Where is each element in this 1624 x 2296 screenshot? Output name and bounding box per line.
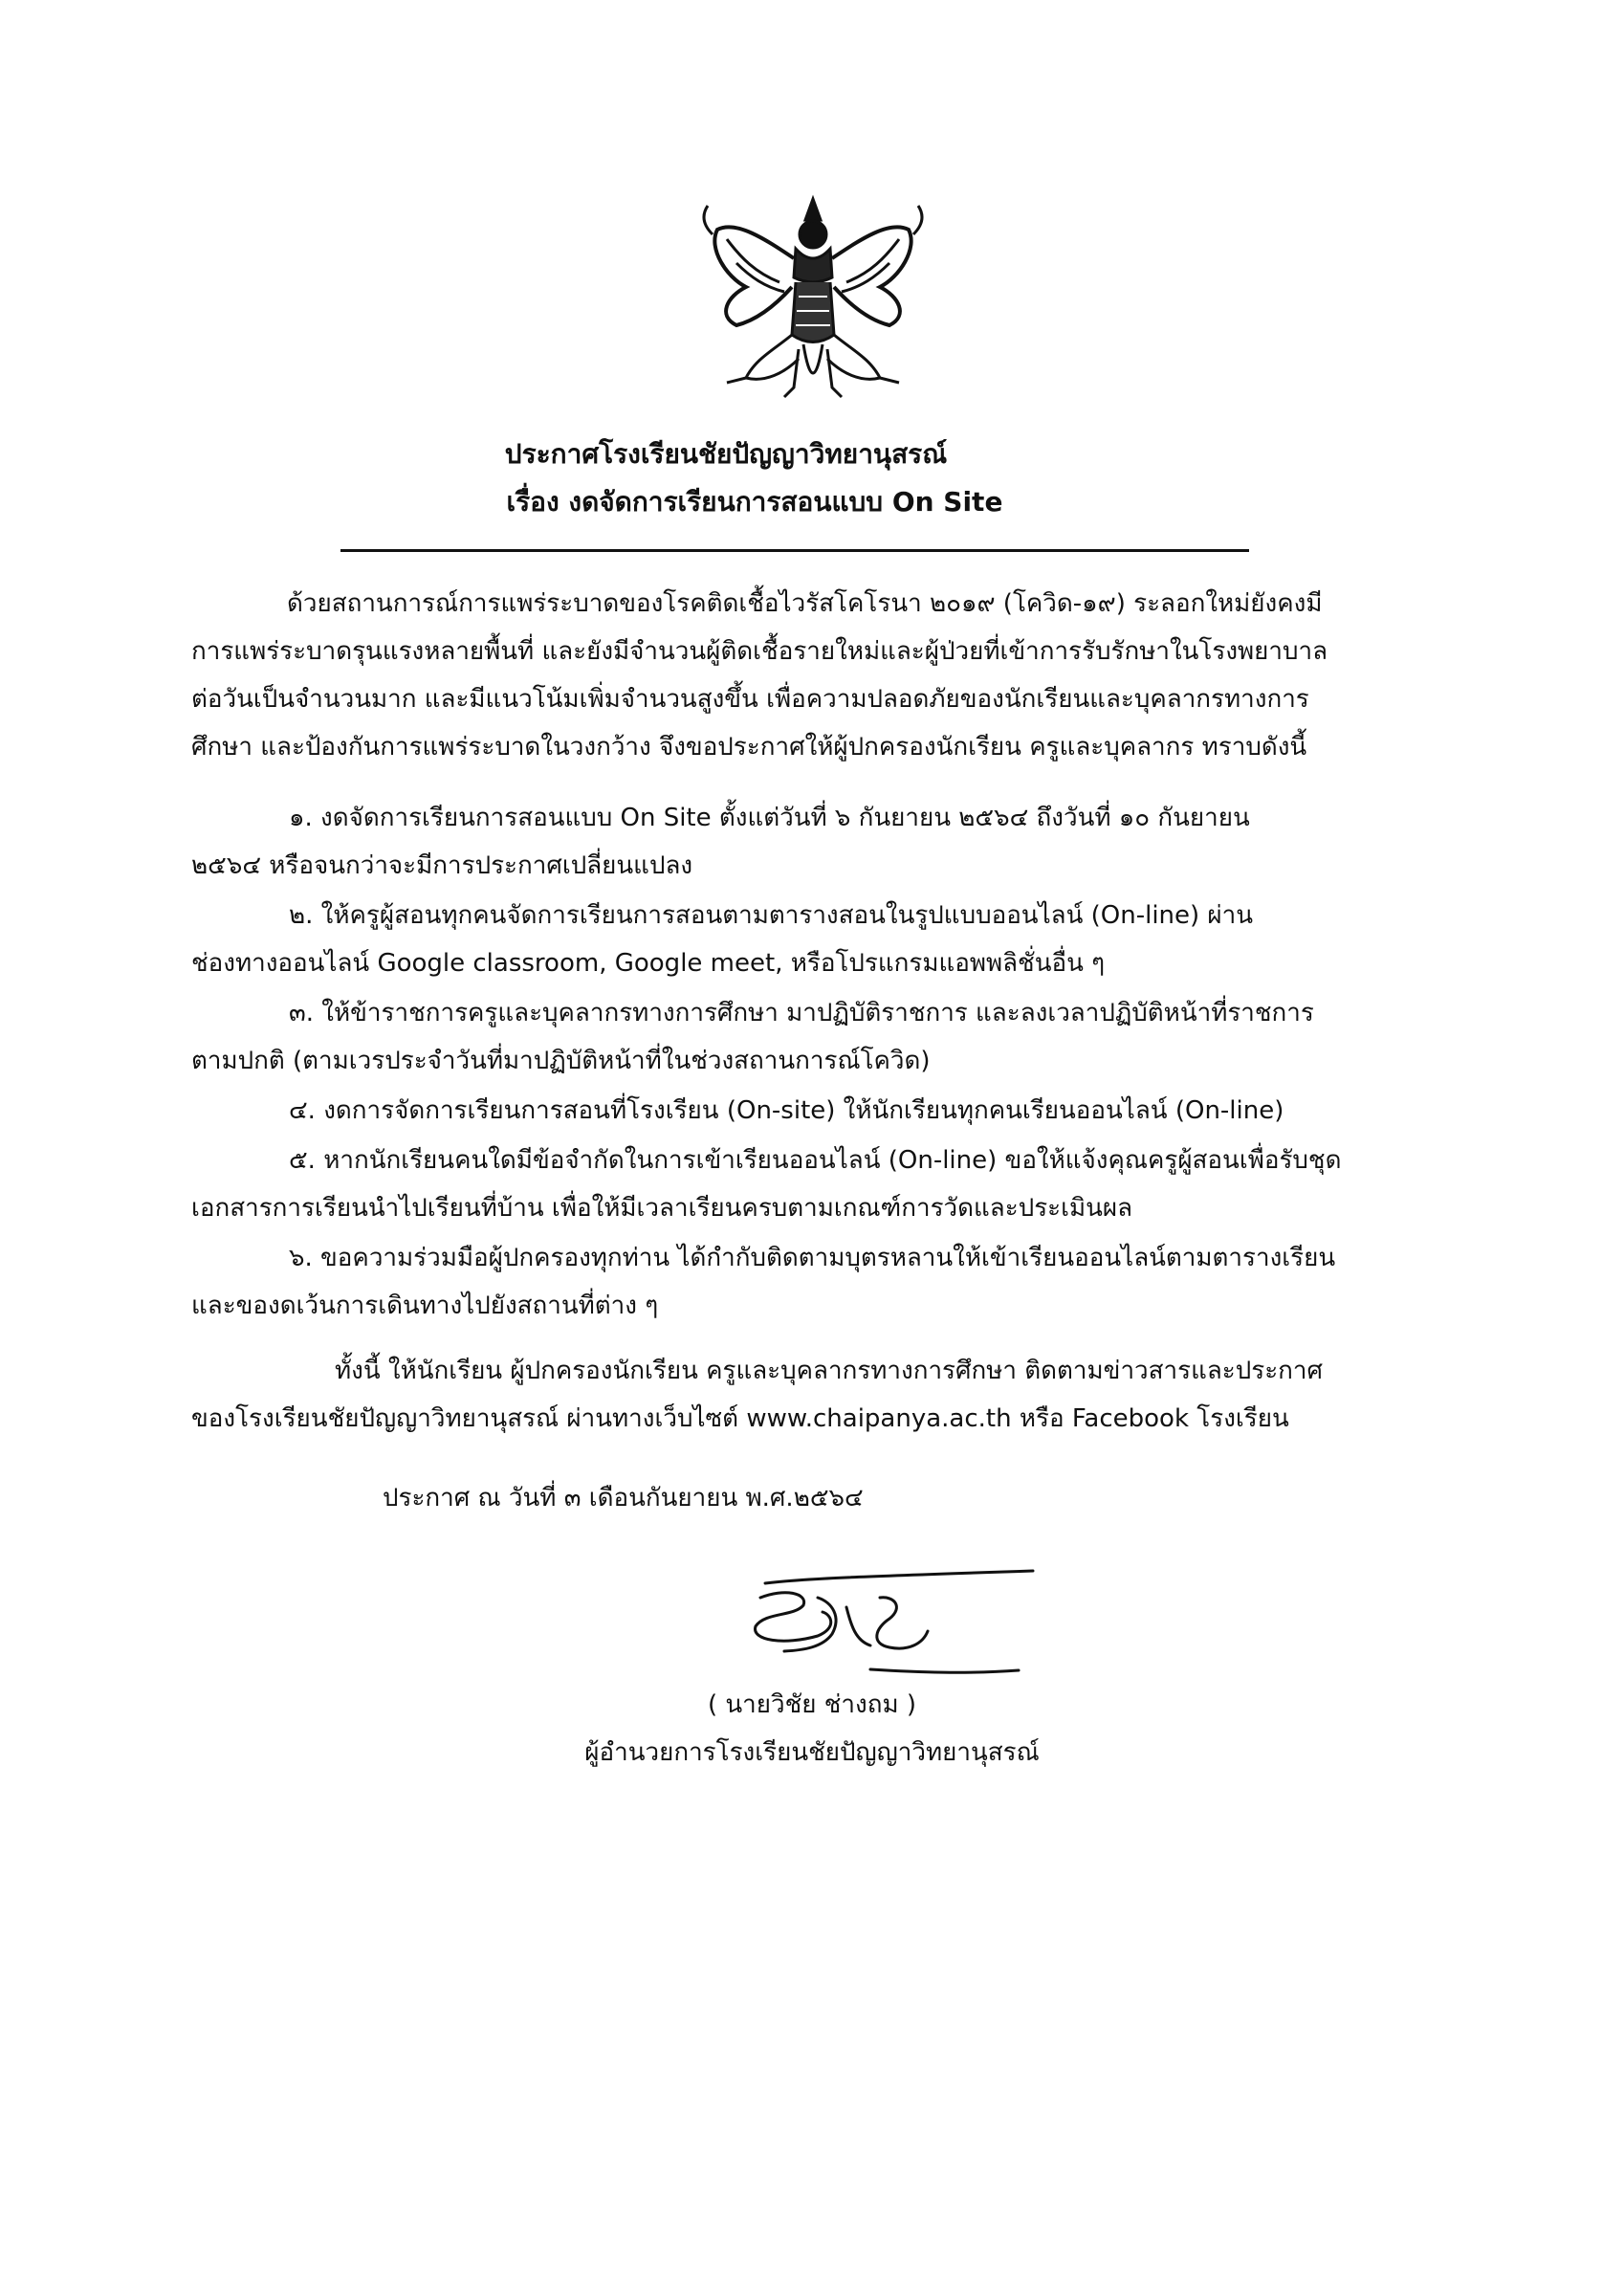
intro-line-4: ศึกษา และป้องกันการแพร่ระบาดในวงกว้าง จึงขอประกาศให้ผู้ปกครองนักเรียน ครูและบุคลากร ทราบดังนี้	[191, 733, 1307, 762]
list-item-1: ๑. งดจัดการเรียนการสอนแบบ On Site ตั้งแต่วันที่ ๖ กันยายน ๒๕๖๔ ถึงวันที่ ๑๐ กันยายน ๒๕๖๔ หรือจนกว่าจะมีการประกาศเปลี่ยนแปลง	[191, 804, 1250, 880]
list-item-3: ๓. ให้ข้าราชการครูและบุคลากรทางการศึกษา มาปฏิบัติราชการ และลงเวลาปฏิบัติหน้าที่ราชการ ตามปกติ (ตามเวรประจำวันที่มาปฏิบัติหน้าที่ในช่วงสถานการณ์โควิด)	[191, 999, 1314, 1075]
list-item-6: ๖. ขอความร่วมมือผู้ปกครองทุกท่าน ได้กำกับติดตามบุตรหลานให้เข้าเรียนออนไลน์ตามตารางเรียน และของดเว้นการเดินทางไปยังสถานที่ต่าง ๆ	[191, 1244, 1336, 1320]
intro-line-3: ต่อวันเป็นจำนวนมาก และมีแนวโน้มเพิ่มจำนวนสูงขึ้น เพื่อความปลอดภัยของนักเรียนและบุคลากรทางการ	[191, 685, 1309, 714]
signature-icon	[727, 1559, 1042, 1684]
closing-line-1: ทั้งนี้ ให้นักเรียน ผู้ปกครองนักเรียน ครูและบุคลากรทางการศึกษา ติดตามข่าวสารและประกาศ	[335, 1357, 1324, 1385]
document-title: ประกาศโรงเรียนชัยปัญญาวิทยานุสรณ์	[504, 438, 948, 470]
document-subject: เรื่อง งดจัดการเรียนการสอนแบบ On Site	[506, 486, 1003, 518]
title-divider	[340, 549, 1249, 552]
list-item-2: ๒. ให้ครูผู้สอนทุกคนจัดการเรียนการสอนตามตารางสอนในรูปแบบออนไลน์ (On-line) ผ่าน ช่องทางออนไลน์ Google classroom, Google meet, หรือโปรแกรมแอพพลิชั่นอื่น ๆ	[191, 901, 1254, 978]
signer-name: ( นายวิชัย ช่างถม )	[708, 1690, 916, 1719]
garuda-emblem-icon	[689, 191, 937, 411]
intro-line-1: ด้วยสถานการณ์การแพร่ระบาดของโรคติดเชื้อไวรัสโคโรนา ๒๐๑๙ (โควิด-๑๙) ระลอกใหม่ยังคงมี	[287, 589, 1323, 618]
closing-line-2: ของโรงเรียนชัยปัญญาวิทยานุสรณ์ ผ่านทางเว็บไซต์ www.chaipanya.ac.th หรือ Facebook โรงเรียน	[191, 1404, 1289, 1433]
signer-title: ผู้อำนวยการโรงเรียนชัยปัญญาวิทยานุสรณ์	[584, 1738, 1040, 1767]
intro-paragraph	[191, 580, 1435, 771]
list-item-5: ๕. หากนักเรียนคนใดมีข้อจำกัดในการเข้าเรียนออนไลน์ (On-line) ขอให้แจ้งคุณครูผู้สอนเพื่อรับชุด เอกสารการเรียนนำไปเรียนที่บ้าน เพื่อให้มีเวลาเรียนครบตามเกณฑ์การวัดและประเมินผล	[191, 1146, 1342, 1223]
closing-paragraph	[191, 1347, 1435, 1443]
announcement-date: ประกาศ ณ วันที่ ๓ เดือนกันยายน พ.ศ.๒๕๖๔	[383, 1484, 864, 1512]
intro-line-2: การแพร่ระบาดรุนแรงหลายพื้นที่ และยังมีจำนวนผู้ติดเชื้อรายใหม่และผู้ป่วยที่เข้าการรับรักษาในโรงพยาบาล	[191, 637, 1328, 666]
list-item-4: ๔. งดการจัดการเรียนการสอนที่โรงเรียน (On-site) ให้นักเรียนทุกคนเรียนออนไลน์ (On-line)	[289, 1096, 1284, 1125]
